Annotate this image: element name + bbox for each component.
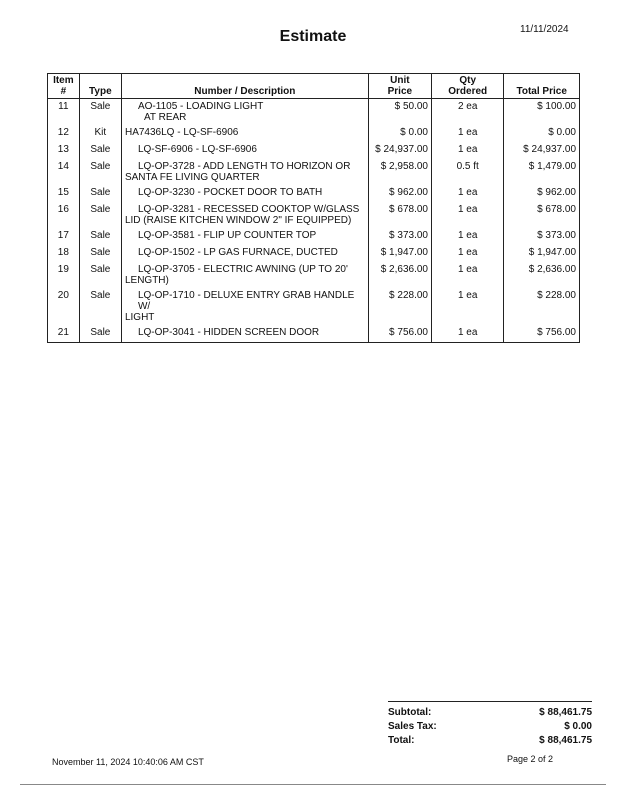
description-line: LQ-OP-3728 - ADD LENGTH TO HORIZON OR bbox=[137, 161, 351, 172]
header-type: Type bbox=[79, 74, 121, 99]
cell-item: 20 bbox=[48, 288, 80, 325]
cell-description bbox=[121, 185, 368, 202]
description-line: LQ-OP-1710 - DELUXE ENTRY GRAB HANDLE W/ bbox=[137, 290, 355, 312]
cell-unit-price: $ 756.00 bbox=[368, 325, 431, 342]
line-items-table bbox=[47, 73, 580, 343]
cell-type: Sale bbox=[79, 262, 121, 288]
cell-unit-price: $ 50.00 bbox=[368, 99, 431, 126]
header-qty-ordered: Qty Ordered bbox=[431, 74, 503, 99]
subtotal-value: $ 88,461.75 bbox=[539, 707, 592, 718]
cell-type: Sale bbox=[79, 202, 121, 228]
cell-item: 18 bbox=[48, 245, 80, 262]
cell-qty: 1 ea bbox=[431, 125, 503, 142]
description-line: LIGHT bbox=[124, 312, 155, 323]
footer-divider bbox=[20, 784, 606, 785]
cell-unit-price: $ 373.00 bbox=[368, 228, 431, 245]
cell-qty: 1 ea bbox=[431, 325, 503, 342]
cell-total-price: $ 962.00 bbox=[504, 185, 580, 202]
table-row bbox=[48, 262, 580, 288]
cell-qty: 0.5 ft bbox=[431, 159, 503, 185]
description-line: AO-1105 - LOADING LIGHT bbox=[137, 101, 264, 112]
table-row bbox=[48, 125, 580, 142]
total-row bbox=[388, 734, 592, 748]
cell-type: Kit bbox=[79, 125, 121, 142]
cell-total-price: $ 373.00 bbox=[504, 228, 580, 245]
table-row bbox=[48, 228, 580, 245]
cell-unit-price: $ 962.00 bbox=[368, 185, 431, 202]
cell-qty: 2 ea bbox=[431, 99, 503, 126]
cell-qty: 1 ea bbox=[431, 185, 503, 202]
cell-type: Sale bbox=[79, 245, 121, 262]
cell-unit-price: $ 2,958.00 bbox=[368, 159, 431, 185]
cell-item: 21 bbox=[48, 325, 80, 342]
description-line: SANTA FE LIVING QUARTER bbox=[124, 172, 260, 183]
description-line: LQ-OP-3230 - POCKET DOOR TO BATH bbox=[137, 187, 323, 198]
subtotal-row bbox=[388, 706, 592, 720]
cell-item: 19 bbox=[48, 262, 80, 288]
total-value: $ 88,461.75 bbox=[539, 735, 592, 746]
sales-tax-row bbox=[388, 720, 592, 734]
cell-item: 14 bbox=[48, 159, 80, 185]
subtotal-label: Subtotal: bbox=[388, 707, 432, 718]
cell-total-price: $ 678.00 bbox=[504, 202, 580, 228]
description-line: LQ-OP-1502 - LP GAS FURNACE, DUCTED bbox=[137, 247, 338, 258]
cell-type: Sale bbox=[79, 185, 121, 202]
cell-item: 15 bbox=[48, 185, 80, 202]
cell-unit-price: $ 1,947.00 bbox=[368, 245, 431, 262]
cell-qty: 1 ea bbox=[431, 142, 503, 159]
description-line: LID (RAISE KITCHEN WINDOW 2" IF EQUIPPED) bbox=[124, 215, 352, 226]
cell-item: 11 bbox=[48, 99, 80, 126]
cell-type: Sale bbox=[79, 159, 121, 185]
table-row bbox=[48, 159, 580, 185]
cell-description bbox=[121, 142, 368, 159]
cell-item: 17 bbox=[48, 228, 80, 245]
description-line: LENGTH) bbox=[124, 275, 169, 286]
cell-type: Sale bbox=[79, 325, 121, 342]
cell-qty: 1 ea bbox=[431, 202, 503, 228]
cell-description bbox=[121, 159, 368, 185]
cell-type: Sale bbox=[79, 228, 121, 245]
description-line: LQ-SF-6906 - LQ-SF-6906 bbox=[137, 144, 257, 155]
document-title: Estimate bbox=[279, 28, 347, 45]
description-line: AT REAR bbox=[143, 112, 187, 123]
header-total-price: Total Price bbox=[504, 74, 580, 99]
cell-unit-price: $ 228.00 bbox=[368, 288, 431, 325]
description-line: LQ-OP-3705 - ELECTRIC AWNING (UP TO 20' bbox=[137, 264, 348, 275]
cell-item: 13 bbox=[48, 142, 80, 159]
totals-block bbox=[388, 701, 592, 748]
cell-total-price: $ 1,947.00 bbox=[504, 245, 580, 262]
cell-description bbox=[121, 325, 368, 342]
cell-description bbox=[121, 288, 368, 325]
header-unit-price: Unit Price bbox=[368, 74, 431, 99]
cell-qty: 1 ea bbox=[431, 245, 503, 262]
cell-total-price: $ 24,937.00 bbox=[504, 142, 580, 159]
cell-type: Sale bbox=[79, 99, 121, 126]
table-row bbox=[48, 185, 580, 202]
table-row bbox=[48, 325, 580, 342]
print-timestamp: November 11, 2024 10:40:06 AM CST bbox=[52, 757, 204, 767]
cell-description bbox=[121, 262, 368, 288]
cell-total-price: $ 228.00 bbox=[504, 288, 580, 325]
cell-qty: 1 ea bbox=[431, 228, 503, 245]
cell-total-price: $ 100.00 bbox=[504, 99, 580, 126]
table-row bbox=[48, 99, 580, 126]
sales-tax-value: $ 0.00 bbox=[564, 721, 592, 732]
cell-unit-price: $ 24,937.00 bbox=[368, 142, 431, 159]
sales-tax-label: Sales Tax: bbox=[388, 721, 437, 732]
description-line: LQ-OP-3041 - HIDDEN SCREEN DOOR bbox=[137, 327, 320, 338]
cell-total-price: $ 0.00 bbox=[504, 125, 580, 142]
cell-description bbox=[121, 125, 368, 142]
header-item: Item # bbox=[48, 74, 80, 99]
cell-unit-price: $ 2,636.00 bbox=[368, 262, 431, 288]
table-row bbox=[48, 245, 580, 262]
cell-unit-price: $ 678.00 bbox=[368, 202, 431, 228]
cell-type: Sale bbox=[79, 142, 121, 159]
cell-type: Sale bbox=[79, 288, 121, 325]
cell-qty: 1 ea bbox=[431, 288, 503, 325]
cell-description bbox=[121, 99, 368, 126]
table-row bbox=[48, 288, 580, 325]
description-line: HA7436LQ - LQ-SF-6906 bbox=[124, 127, 239, 138]
cell-qty: 1 ea bbox=[431, 262, 503, 288]
total-label: Total: bbox=[388, 735, 415, 746]
cell-total-price: $ 1,479.00 bbox=[504, 159, 580, 185]
cell-item: 12 bbox=[48, 125, 80, 142]
cell-total-price: $ 756.00 bbox=[504, 325, 580, 342]
table-row bbox=[48, 142, 580, 159]
header-description: Number / Description bbox=[121, 74, 368, 99]
cell-description bbox=[121, 202, 368, 228]
cell-unit-price: $ 0.00 bbox=[368, 125, 431, 142]
table-header-row bbox=[48, 74, 580, 99]
table-row bbox=[48, 202, 580, 228]
cell-description bbox=[121, 228, 368, 245]
cell-total-price: $ 2,636.00 bbox=[504, 262, 580, 288]
description-line: LQ-OP-3581 - FLIP UP COUNTER TOP bbox=[137, 230, 317, 241]
document-date: 11/11/2024 bbox=[520, 24, 569, 35]
cell-item: 16 bbox=[48, 202, 80, 228]
description-line: LQ-OP-3281 - RECESSED COOKTOP W/GLASS bbox=[137, 204, 360, 215]
page-number: Page 2 of 2 bbox=[507, 754, 554, 764]
cell-description bbox=[121, 245, 368, 262]
